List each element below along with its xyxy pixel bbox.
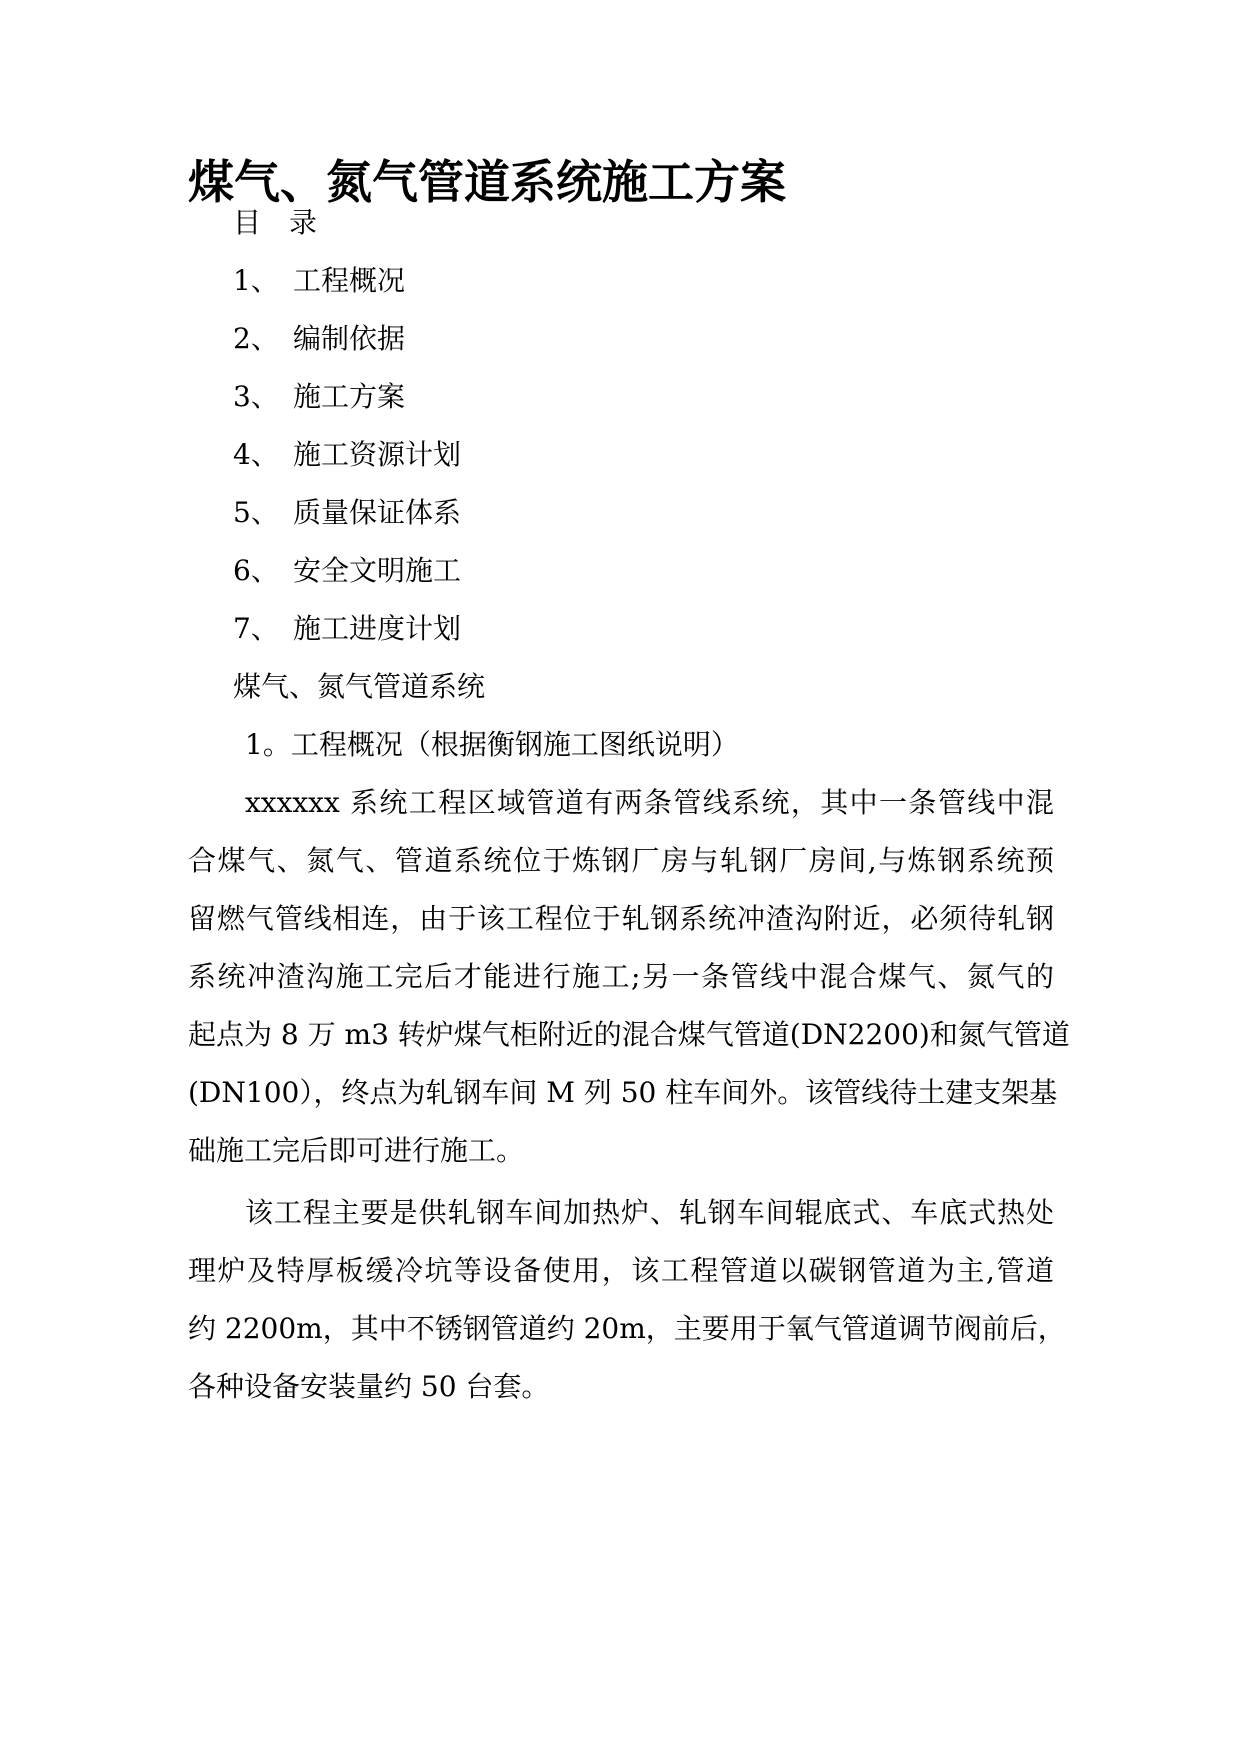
toc-item [233, 435, 461, 475]
toc-item-number: 7、 [233, 612, 279, 645]
toc-item-number: 4、 [233, 438, 279, 471]
document-title: 煤气、氮气管道系统施工方案 [188, 155, 786, 209]
paragraph-line: 约 2200m，其中不锈钢管道约 20m，主要用于氧气管道调节阀前后， [188, 1312, 1066, 1345]
toc-item-label: 质量保证体系 [293, 496, 462, 529]
section-title: 煤气、氮气管道系统 [233, 670, 486, 703]
toc-heading [233, 203, 317, 243]
paragraph-line: 起点为 8 万 m3 转炉煤气柜附近的混合煤气管道(DN2200)和氮气管道 [188, 1018, 1070, 1051]
paragraph-line: 该工程主要是供轧钢车间加热炉、轧钢车间辊底式、车底式热处 [245, 1196, 1054, 1229]
subsection-title: 1。工程概况（根据衡钢施工图纸说明） [245, 728, 739, 761]
paragraph-line: 理炉及特厚板缓冷坑等设备使用，该工程管道以碳钢管道为主,管道 [188, 1254, 1054, 1287]
toc-item-label: 安全文明施工 [293, 554, 462, 587]
toc-item-number: 3、 [233, 380, 279, 413]
toc-item-number: 2、 [233, 322, 279, 355]
toc-item-number: 5、 [233, 496, 279, 529]
toc-item [233, 319, 405, 359]
toc-item-number: 6、 [233, 554, 279, 587]
toc-heading-left: 目 [233, 206, 262, 239]
paragraph-line: 各种设备安装量约 50 台套。 [188, 1370, 550, 1403]
toc-item [233, 493, 461, 533]
toc-heading-right: 录 [289, 206, 318, 239]
toc-item [233, 377, 405, 417]
toc-item-label: 施工方案 [293, 380, 406, 413]
toc-item-label: 施工进度计划 [293, 612, 462, 645]
toc-item-label: 施工资源计划 [293, 438, 462, 471]
paragraph-line: 留燃气管线相连，由于该工程位于轧钢系统冲渣沟附近，必须待轧钢 [188, 902, 1054, 935]
paragraph-line: 础施工完后即可进行施工。 [188, 1134, 525, 1167]
toc-item-number: 1、 [233, 264, 279, 297]
toc-item-label: 编制依据 [293, 322, 406, 355]
toc-item [233, 261, 405, 301]
paragraph-line: (DN100），终点为轧钢车间 M 列 50 柱车间外。该管线待土建支架基 [188, 1076, 1058, 1109]
toc-item [233, 551, 461, 591]
paragraph-line: 系统冲渣沟施工完后才能进行施工;另一条管线中混合煤气、氮气的 [188, 960, 1054, 993]
paragraph-line: xxxxxx 系统工程区域管道有两条管线系统，其中一条管线中混 [245, 786, 1054, 819]
toc-item-label: 工程概况 [293, 264, 406, 297]
toc-item [233, 609, 461, 649]
paragraph-line: 合煤气、氮气、管道系统位于炼钢厂房与轧钢厂房间,与炼钢系统预 [188, 844, 1054, 877]
